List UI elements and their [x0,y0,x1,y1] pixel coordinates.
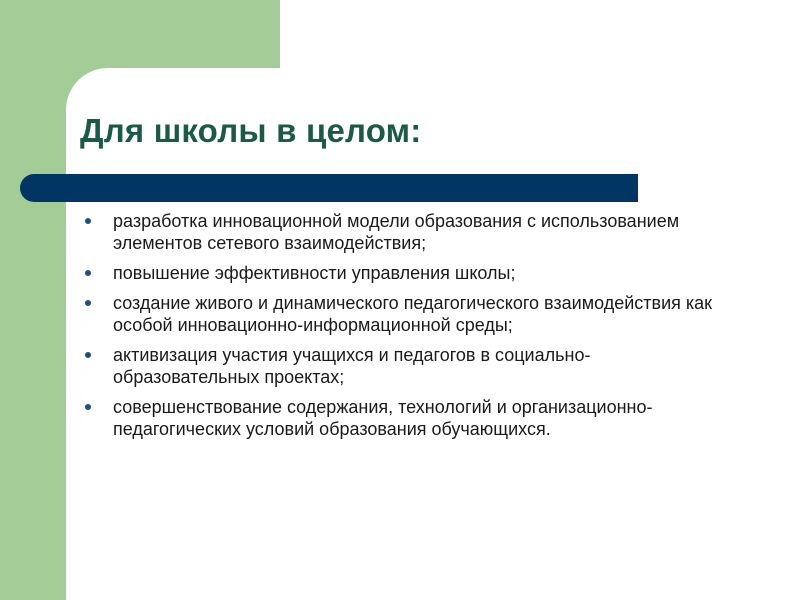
bullet-dot-icon [85,352,91,358]
bullet-dot-icon [85,404,91,410]
bullet-dot-icon [85,270,91,276]
bullet-item [80,262,720,284]
bullet-text: разработка инновационной модели образования с использованием элементов сетевого взаимодействия; [113,211,680,253]
bullet-item [80,210,720,254]
bullet-dot-icon [85,218,91,224]
title-underline-bar [20,174,638,202]
bullet-dot-icon [85,300,91,306]
bullet-text: повышение эффективности управления школы; [113,263,516,283]
bullet-text: совершенствование содержания, технологий и организационно-педагогических условий образования обучающихся. [113,397,653,439]
bullet-item [80,344,720,388]
bullet-item [80,396,720,440]
bullet-list [80,210,720,448]
bullet-text: создание живого и динамического педагогического взаимодействия как особой инновационно-информационной среды; [113,293,713,335]
bullet-item [80,292,720,336]
bullet-text: активизация участия учащихся и педагогов в социально-образовательных проектах; [113,345,591,387]
slide-title: Для школы в целом: [80,112,422,149]
